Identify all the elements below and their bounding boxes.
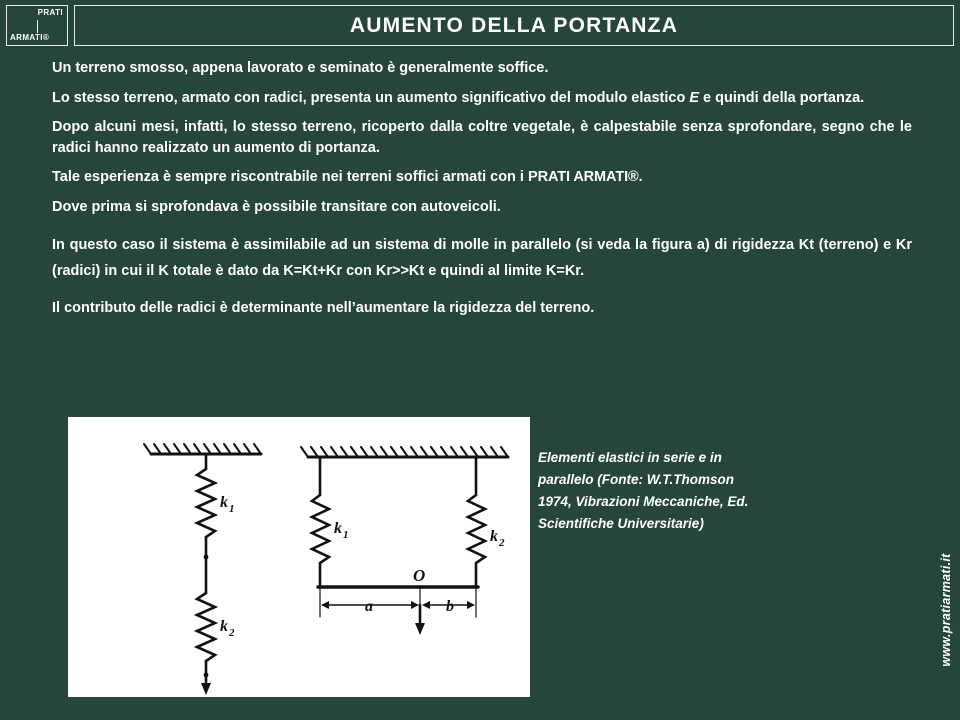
spring-diagram-svg — [68, 417, 530, 697]
paragraph-5-text: Dove prima si sprofondava è possibile transitare con autoveicoli. — [52, 198, 501, 215]
paragraph-1-text: Un terreno smosso, appena lavorato e seminato è generalmente soffice. — [52, 60, 549, 76]
paragraph-2-text-after: e quindi della portanza. — [699, 89, 865, 106]
paragraph-2-text-before: Lo stesso terreno, armato con radici, presenta un aumento significativo del modulo elastico — [52, 89, 690, 106]
label-parallel-k2: k — [490, 528, 498, 545]
paragraph-4-text-before: Tale esperienza è sempre riscontrabile nei terreni soffici armati con i — [52, 169, 528, 186]
page-title: AUMENTO DELLA PORTANZA — [349, 13, 679, 37]
paragraph-6 — [0, 233, 960, 284]
label-series-k2: k — [220, 618, 228, 635]
title-bar — [74, 5, 954, 46]
brand-logo — [6, 5, 68, 46]
website-url[interactable]: www.pratiarmati.it — [939, 553, 953, 667]
paragraph-2 — [0, 88, 960, 109]
paragraph-2-emphasis-E: E — [689, 89, 700, 106]
paragraph-7 — [0, 298, 960, 319]
paragraph-1 — [0, 58, 960, 79]
label-series-k1-sub: 1 — [229, 503, 235, 515]
paragraph-4 — [0, 167, 960, 188]
paragraph-5 — [0, 197, 960, 218]
paragraph-4-text-after: . — [638, 169, 643, 186]
website-url-container — [936, 510, 956, 710]
label-dim-b: b — [446, 598, 454, 615]
slide-header — [0, 0, 960, 52]
paragraph-3 — [0, 117, 960, 158]
label-origin-O: O — [413, 566, 426, 585]
label-dim-a: a — [365, 598, 373, 615]
label-series-k1: k — [220, 494, 228, 511]
spring-diagram-figure — [68, 417, 530, 697]
label-parallel-k1: k — [334, 520, 342, 537]
paragraph-6-text: In questo caso il sistema è assimilabile ad un sistema di molle in parallelo (si veda la figura a) di rigidezza Kt (terreno) e Kr (radici) in cui il K totale è dato da K=Kt+Kr con Kr>>Kt e quindi al limite K=Kr. — [52, 237, 912, 279]
paragraph-4-brand: PRATI ARMATI® — [528, 169, 639, 186]
label-parallel-k2-sub: 2 — [499, 537, 505, 549]
label-parallel-k1-sub: 1 — [343, 529, 349, 541]
logo-text-prati: PRATI — [37, 8, 63, 17]
paragraph-3-text: Dopo alcuni mesi, infatti, lo stesso terreno, ricoperto dalla coltre vegetale, è calpestabile senza sprofondare, segno che le radici hanno realizzato un aumento di portanza. — [52, 119, 912, 156]
paragraph-7-text: Il contributo delle radici è determinante nell’aumentare la rigidezza del terreno. — [52, 300, 595, 317]
logo-divider-stroke — [37, 20, 38, 33]
slide-body — [0, 58, 960, 328]
logo-text-armati: ARMATI® — [10, 33, 50, 42]
figure-caption: Elementi elastici in serie e in parallelo (Fonte: W.T.Thomson 1974, Vibrazioni Meccaniche, Ed. Scientifiche Universitarie) — [538, 450, 749, 531]
label-series-k2-sub: 2 — [229, 627, 235, 639]
